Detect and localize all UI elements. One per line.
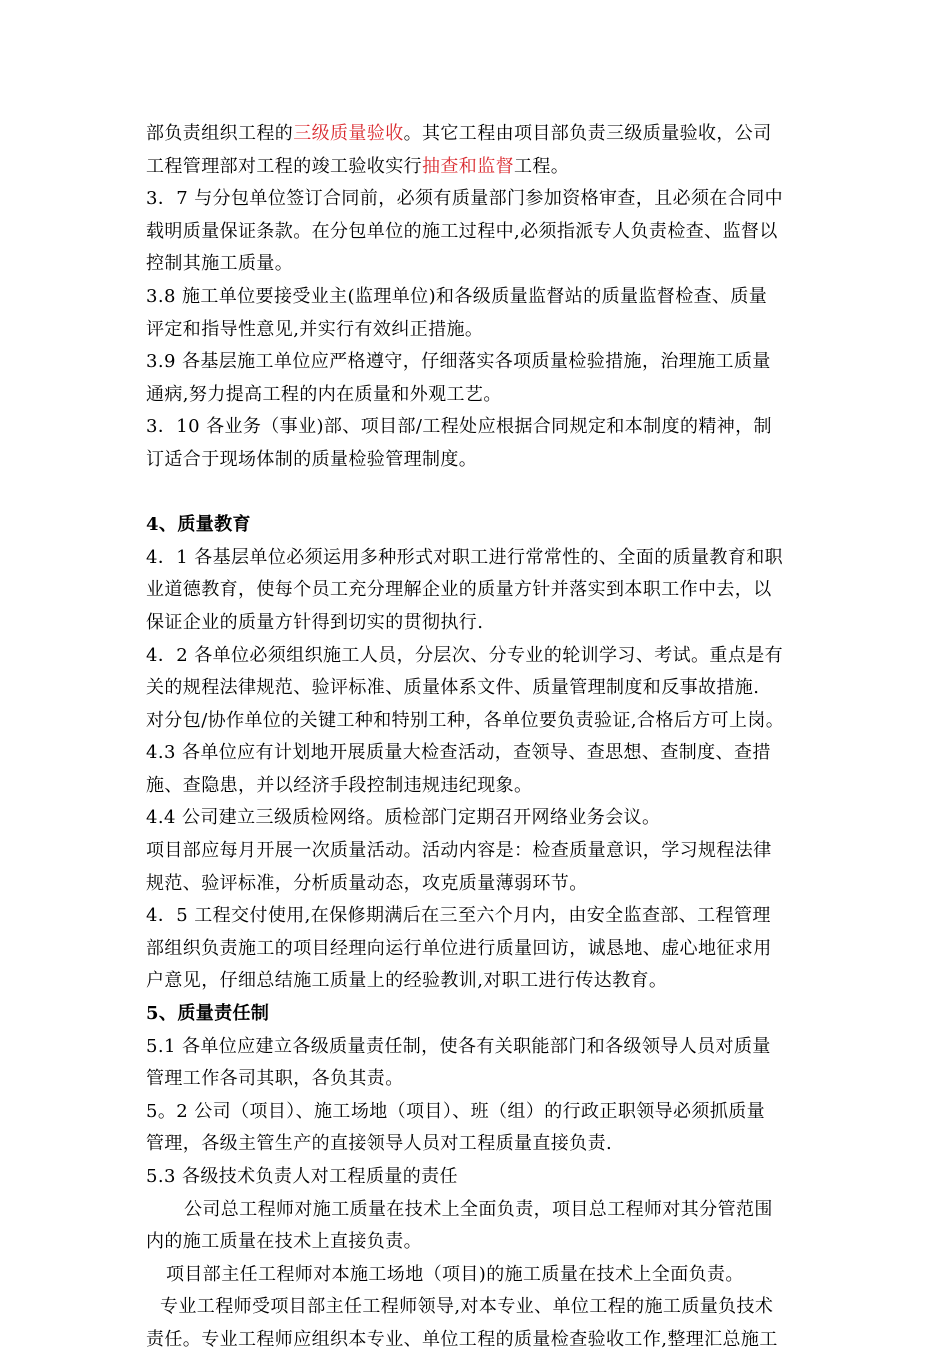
text-line: 5。2 公司（项目）、施工场地（项目）、班（组）的行政正职领导必须抓质量 [146,1100,766,1122]
document-body [146,118,806,1357]
text-line: 专业工程师受项目部主任工程师领导,对本专业、单位工程的施工质量负技术 [160,1296,774,1318]
text-line: 评定和指导性意见,并实行有效纠正措施。 [146,318,484,340]
paragraph-gap [146,477,806,510]
text-line: 通病,努力提高工程的内在质量和外观工艺。 [146,383,502,405]
text-line: 对分包/协作单位的关键工种和特别工种，各单位要负责验证,合格后方可上岗。 [146,709,785,731]
text-line: 责任。专业工程师应组织本专业、单位工程的质量检查验收工作,整理汇总施工 [146,1328,778,1350]
highlighted-text: 抽查和监督 [422,155,514,177]
highlighted-text: 三级质量验收 [293,123,404,144]
text-line [146,118,806,151]
text-line: 4．2 各单位必须组织施工人员，分层次、分专业的轮训学习、考试。重点是有 [146,644,784,666]
text-line [146,151,806,184]
text-line: 项目部主任工程师对本施工场地（项目)的施工质量在技术上全面负责。 [166,1263,744,1285]
text-line: 部组织负责施工的项目经理向运行单位进行质量回访，诚恳地、虚心地征求用 [146,937,772,959]
text-line: 5.3 各级技术负责人对工程质量的责任 [146,1166,458,1187]
text-line: 5.1 各单位应建立各级质量责任制，使各有关职能部门和各级领导人员对质量 [146,1035,771,1057]
text-line: 项目部应每月开展一次质量活动。活动内容是：检查质量意识，学习规程法律 [146,840,772,862]
text-line: 4.4 公司建立三级质检网络。质检部门定期召开网络业务会议。 [146,807,661,829]
text-line: 管理工作各司其职，各负其责。 [146,1068,404,1090]
section-heading-5: 5、质量责任制 [146,1003,270,1025]
text-line: 订适合于现场体制的质量检验管理制度。 [146,448,478,470]
text-line: 4.3 各单位应有计划地开展质量大检查活动，查领导、查思想、查制度、查措 [146,742,771,764]
text-line: 3．7 与分包单位签订合同前，必须有质量部门参加资格审查，且必须在合同中 [146,188,784,210]
text-line: 控制其施工质量。 [146,253,294,275]
text-line: 3.8 施工单位要接受业主(监理单位)和各级质量监督站的质量监督检查、质量 [146,285,768,307]
text-line: 内的施工质量在技术上直接负责。 [146,1231,422,1253]
text-segment: 工程。 [514,155,570,177]
text-line: 规范、验评标准，分析质量动态，攻克质量薄弱环节。 [146,872,588,894]
text-segment: 工程管理部对工程的竣工验收实行 [146,155,422,177]
text-line: 保证企业的质量方针得到切实的贯彻执行. [146,611,484,633]
text-line: 4．1 各基层单位必须运用多种形式对职工进行常常性的、全面的质量教育和职 [146,546,784,568]
text-line: 业道德教育，使每个员工充分理解企业的质量方针并落实到本职工作中去，以 [146,579,772,601]
text-line: 3.9 各基层施工单位应严格遵守，仔细落实各项质量检验措施，治理施工质量 [146,351,771,373]
text-line: 4．5 工程交付使用,在保修期满后在三至六个月内，由安全监查部、工程管理 [146,905,771,927]
text-line: 户意见，仔细总结施工质量上的经验教训,对职工进行传达教育。 [146,970,668,992]
text-line: 公司总工程师对施工质量在技术上全面负责，项目总工程师对其分管范围 [184,1198,773,1220]
section-heading-4: 4、质量教育 [146,514,251,536]
text-segment: 部负责组织工程的 [146,123,294,144]
text-line: 施、查隐患，并以经济手段控制违规违纪现象。 [146,774,533,796]
text-line: 管理，各级主管生产的直接领导人员对工程质量直接负责. [146,1133,613,1155]
text-line: 3．10 各业务（事业)部、项目部/工程处应根据合同规定和本制度的精神，制 [146,416,772,438]
text-segment: 。其它工程由项目部负责三级质量验收，公司 [403,123,772,144]
text-line: 关的规程法律规范、验评标准、质量体系文件、质量管理制度和反事故措施. [146,677,760,699]
text-line: 载明质量保证条款。在分包单位的施工过程中,必须指派专人负责检查、监督以 [146,220,778,242]
